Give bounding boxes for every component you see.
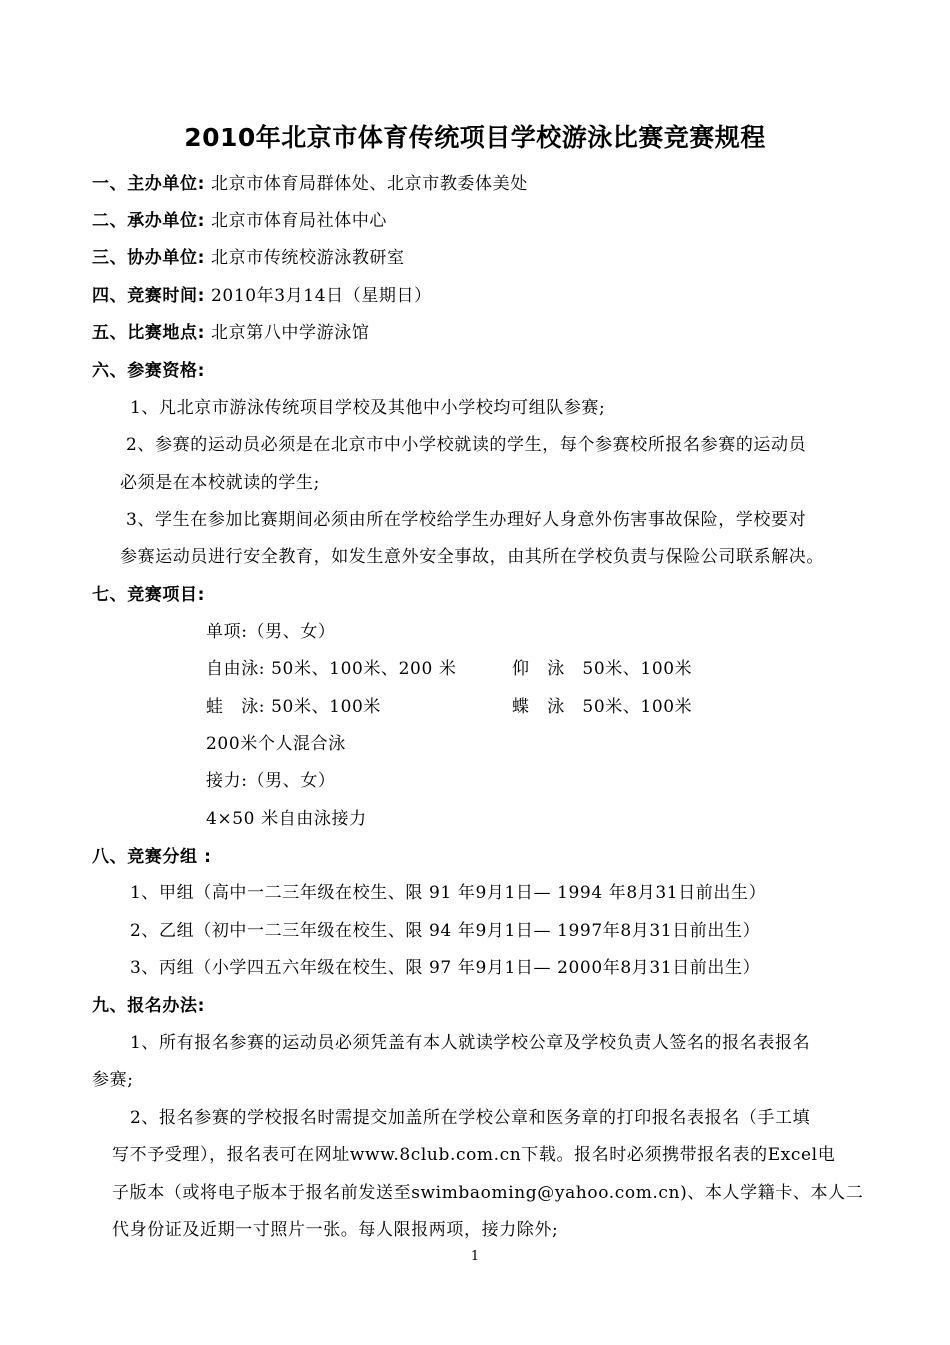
event-backstroke: 仰 泳 50米、100米 [512,659,693,679]
event-relay: 4×50 米自由泳接力 [206,809,367,829]
section-value: 北京市传统校游泳教研室 [211,248,405,268]
event-freestyle: 自由泳: 50米、100米、200 米 [206,659,457,679]
event-butterfly: 蝶 泳 50米、100米 [512,697,693,717]
section-value: 2010年3月14日（星期日） [211,286,432,306]
events-individual: 单项:（男、女） [206,622,336,642]
registration-paragraph-line: 1、所有报名参赛的运动员必须凭盖有本人就读学校公章及学校负责人签名的报名表报名 [130,1033,811,1053]
eligibility-item: 1、凡北京市游泳传统项目学校及其他中小学校均可组队参赛; [130,398,606,418]
eligibility-item: 3、学生在参加比赛期间必须由所在学校给学生办理好人身意外伤害事故保险，学校要对 [126,510,807,530]
registration-paragraph-line: 2、报名参赛的学校报名时需提交加盖所在学校公章和医务章的打印报名表报名（手工填 [130,1108,811,1128]
section-label: 三、协办单位: [92,248,205,268]
group-item: 1、甲组（高中一二三年级在校生、限 91 年9月1日— 1994 年8月31日前出生） [130,883,767,903]
page-number: 1 [470,1249,480,1264]
section-organizer [92,172,528,196]
section-value: 北京市体育局社体中心 [211,211,388,231]
registration-paragraph-line: 写不予受理），报名表可在网址www.8club.com.cn下载。报名时必须携带报名表的Excel电 [112,1145,836,1165]
section-venue [92,321,369,345]
document-title: 2010年北京市体育传统项目学校游泳比赛竞赛规程 [184,123,766,152]
section-value: 北京市体育局群体处、北京市教委体美处 [211,174,528,194]
section-registration-heading: 九、报名办法: [92,996,205,1016]
section-groups-heading: 八、竞赛分组 : [92,847,212,867]
section-events-heading: 七、竞赛项目: [92,585,205,605]
section-label: 五、比赛地点: [92,323,205,343]
eligibility-item: 参赛运动员进行安全教育，如发生意外安全事故，由其所在学校负责与保险公司联系解决。 [120,547,824,567]
eligibility-item: 2、参赛的运动员必须是在北京市中小学校就读的学生，每个参赛校所报名参赛的运动员 [126,435,807,455]
eligibility-item: 必须是在本校就读的学生; [120,473,320,493]
group-item: 3、丙组（小学四五六年级在校生、限 97 年9月1日— 2000年8月31日前出生） [130,958,761,978]
section-co-organizer [92,246,405,270]
registration-paragraph-line: 子版本（或将电子版本于报名前发送至swimbaoming@yahoo.com.cn)、本人学籍卡、本人二 [112,1183,864,1203]
events-relay: 接力:（男、女） [206,771,336,791]
registration-paragraph-line: 代身份证及近期一寸照片一张。每人限报两项，接力除外; [112,1220,559,1240]
section-host [92,209,387,233]
section-label: 四、竞赛时间: [92,286,205,306]
section-date [92,284,432,308]
section-label: 一、主办单位: [92,174,205,194]
section-value: 北京第八中学游泳馆 [211,323,370,343]
registration-paragraph-line: 参赛; [92,1070,134,1090]
event-medley: 200米个人混合泳 [206,734,346,754]
section-eligibility-heading: 六、参赛资格: [92,361,205,381]
section-label: 二、承办单位: [92,211,205,231]
group-item: 2、乙组（初中一二三年级在校生、限 94 年9月1日— 1997年8月31日前出生） [130,921,761,941]
event-breaststroke: 蛙 泳: 50米、100米 [206,697,382,717]
